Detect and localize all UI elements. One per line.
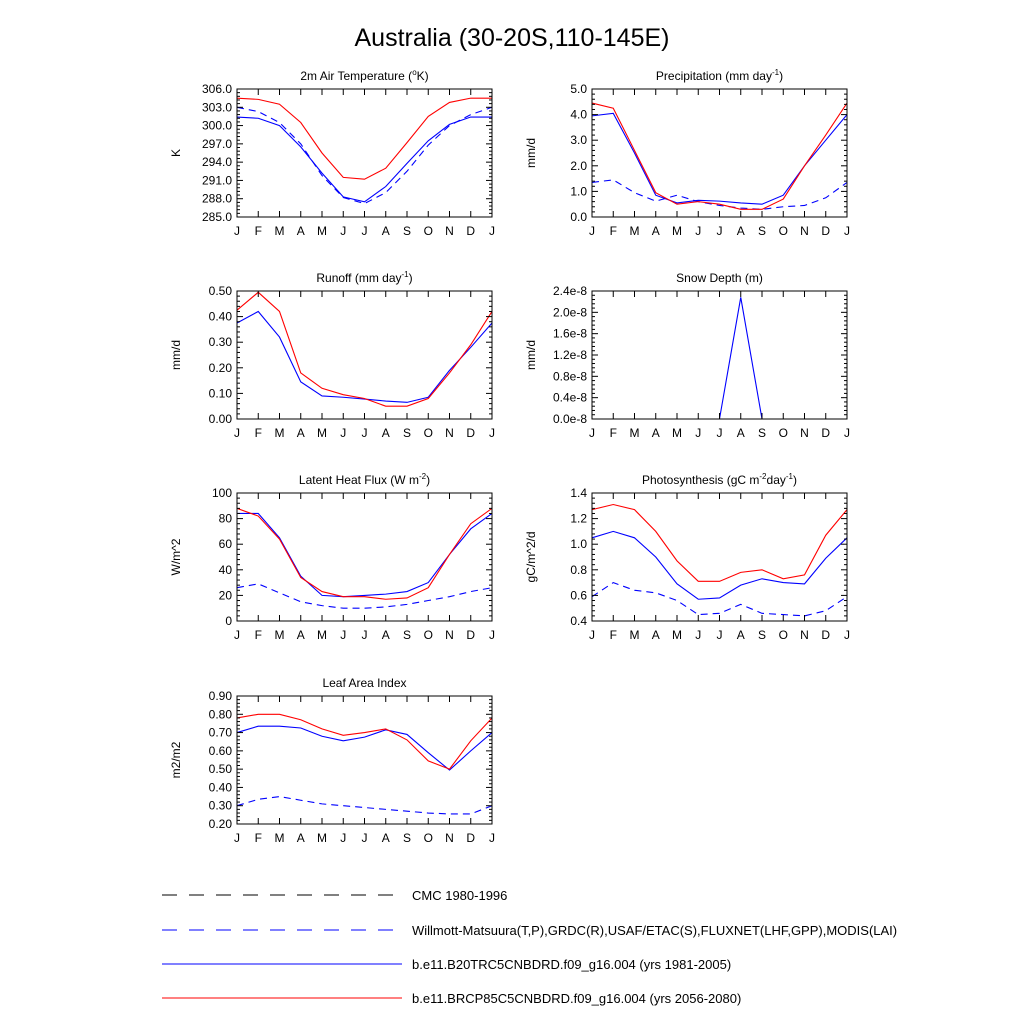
chart-panel — [169, 270, 495, 440]
panel-title — [322, 676, 406, 690]
legend — [162, 888, 897, 1006]
x-tick-label: S — [402, 224, 412, 238]
legend-label: CMC 1980-1996 — [412, 888, 508, 903]
figure-title: Australia (30-20S,110-145E) — [354, 24, 670, 52]
x-tick-label: F — [254, 224, 262, 238]
x-tick-label: J — [844, 628, 850, 642]
x-tick-label: N — [445, 224, 454, 238]
x-tick-label: N — [445, 628, 454, 642]
panel-title-part: Latent Heat Flux (W m — [298, 473, 419, 487]
panel-title-part: -2 — [759, 472, 767, 481]
x-tick-label: O — [778, 628, 788, 642]
panel-title-part: K) — [416, 69, 429, 83]
series-line — [237, 513, 492, 596]
x-tick-label: N — [800, 224, 809, 238]
legend-label: Willmott-Matsuura(T,P),GRDC(R),USAF/ETAC(S),FLUXNET(LHF,GPP),MODIS(LAI) — [412, 923, 898, 938]
series-line — [592, 531, 847, 599]
x-tick-label: O — [423, 628, 433, 642]
x-tick-label: J — [489, 426, 495, 440]
x-tick-label: N — [445, 831, 454, 845]
y-tick-label: 0.90 — [208, 689, 232, 703]
y-tick-label: 100 — [211, 486, 232, 500]
y-tick-label: 0 — [225, 614, 232, 628]
x-tick-label: O — [778, 426, 788, 440]
y-tick-label: 297.0 — [201, 136, 232, 151]
x-tick-label: J — [361, 224, 368, 238]
y-tick-label: 0.70 — [208, 725, 232, 740]
series-line — [237, 292, 492, 406]
series-line — [237, 98, 492, 179]
legend-label: b.e11.BRCP85C5CNBDRD.f09_g16.004 (yrs 2056-2080) — [412, 991, 742, 1006]
x-tick-label: F — [609, 426, 617, 440]
x-tick-label: S — [402, 426, 412, 440]
y-tick-label: 40 — [218, 562, 232, 577]
x-tick-label: M — [629, 426, 640, 440]
y-tick-label: 0.50 — [208, 284, 232, 298]
x-tick-label: S — [402, 831, 412, 845]
x-tick-label: J — [489, 831, 495, 845]
chart-panel — [524, 472, 850, 642]
x-tick-label: M — [672, 224, 682, 238]
x-tick-label: F — [254, 426, 262, 440]
series-line — [237, 508, 492, 599]
x-tick-label: S — [402, 628, 412, 642]
y-tick-label: 0.20 — [208, 817, 232, 831]
series-line — [237, 311, 492, 402]
panel-title-part: ) — [426, 473, 431, 487]
plot-frame — [592, 89, 847, 217]
y-tick-label: 1.2 — [570, 511, 587, 526]
x-tick-label: J — [361, 426, 368, 440]
x-tick-label: J — [695, 224, 702, 238]
x-tick-label: F — [254, 628, 262, 642]
plot-frame — [592, 291, 847, 419]
x-tick-label: A — [736, 426, 745, 440]
x-tick-label: J — [340, 628, 347, 642]
x-tick-label: J — [361, 628, 368, 642]
x-tick-label: J — [716, 426, 723, 440]
x-tick-label: M — [629, 224, 640, 238]
x-tick-label: D — [466, 224, 476, 238]
plot-frame — [237, 89, 492, 217]
x-tick-label: J — [844, 224, 850, 238]
x-tick-label: A — [296, 628, 305, 642]
series-line — [592, 103, 847, 209]
panel-title-part: ) — [779, 69, 784, 83]
y-axis-label: K — [169, 148, 183, 158]
y-tick-label: 303.0 — [201, 100, 232, 115]
chart-panel — [169, 472, 495, 642]
x-tick-label: M — [317, 628, 327, 642]
chart-panel — [524, 68, 850, 238]
y-tick-label: 2.4e-8 — [552, 284, 587, 298]
chart-panel — [169, 676, 495, 845]
x-tick-label: M — [274, 426, 285, 440]
chart-panel — [524, 271, 850, 440]
y-tick-label: 0.0e-8 — [552, 412, 587, 426]
y-tick-label: 1.2e-8 — [552, 348, 587, 362]
y-tick-label: 0.6 — [570, 588, 587, 603]
x-tick-label: A — [736, 224, 745, 238]
x-tick-label: F — [254, 831, 262, 845]
y-tick-label: 0.4e-8 — [552, 390, 587, 405]
plot-frame — [237, 493, 492, 621]
y-tick-label: 80 — [218, 511, 232, 526]
y-tick-label: 1.0 — [570, 184, 587, 199]
plot-frame — [237, 696, 492, 824]
x-tick-label: A — [651, 426, 660, 440]
x-tick-label: J — [361, 831, 368, 845]
x-tick-label: D — [466, 628, 476, 642]
series-line — [592, 505, 847, 582]
panel-title-part: Snow Depth (m) — [676, 271, 763, 285]
x-tick-label: D — [466, 426, 476, 440]
y-tick-label: 0.80 — [208, 707, 232, 722]
y-tick-label: 0.10 — [208, 386, 232, 401]
y-axis-label: W/m^2 — [169, 538, 183, 576]
y-tick-label: 0.00 — [208, 412, 232, 426]
y-tick-label: 0.60 — [208, 743, 232, 758]
y-tick-label: 288.0 — [201, 191, 232, 206]
panel-title — [642, 472, 797, 487]
x-tick-label: S — [757, 224, 767, 238]
y-tick-label: 3.0 — [570, 133, 587, 148]
x-tick-label: J — [340, 831, 347, 845]
x-tick-label: M — [274, 831, 285, 845]
y-tick-label: 0.30 — [208, 798, 232, 813]
x-tick-label: M — [317, 426, 327, 440]
x-tick-label: S — [757, 628, 767, 642]
y-tick-label: 4.0 — [570, 107, 587, 122]
panel-title-part: Photosynthesis (gC m — [642, 473, 760, 487]
x-tick-label: J — [716, 224, 723, 238]
y-tick-label: 306.0 — [201, 82, 232, 96]
x-tick-label: J — [589, 628, 595, 642]
y-tick-label: 0.4 — [570, 614, 587, 628]
panel-title-part: ) — [408, 271, 413, 285]
y-tick-label: 1.4 — [570, 486, 587, 500]
series-line — [237, 107, 492, 203]
series-line — [237, 584, 492, 608]
panel-title-part: -1 — [785, 472, 793, 481]
panel-title-part: Leaf Area Index — [322, 676, 407, 690]
y-axis-label: mm/d — [524, 138, 538, 168]
x-tick-label: O — [423, 426, 433, 440]
x-tick-label: D — [821, 224, 831, 238]
x-tick-label: A — [651, 224, 660, 238]
x-tick-label: A — [296, 224, 305, 238]
panel-title — [300, 68, 428, 83]
plot-frame — [237, 291, 492, 419]
x-tick-label: O — [778, 224, 788, 238]
series-line — [592, 297, 847, 419]
y-axis-label: mm/d — [169, 340, 183, 370]
x-tick-label: J — [234, 224, 240, 238]
y-tick-label: 2.0 — [570, 158, 587, 173]
chart-panels — [169, 68, 850, 845]
x-tick-label: M — [317, 831, 327, 845]
y-tick-label: 60 — [218, 537, 232, 552]
x-tick-label: F — [609, 628, 617, 642]
y-axis-label: m2/m2 — [169, 741, 183, 779]
x-tick-label: N — [445, 426, 454, 440]
x-tick-label: D — [466, 831, 476, 845]
y-tick-label: 2.0e-8 — [552, 305, 587, 320]
y-tick-label: 1.0 — [570, 537, 587, 552]
y-axis-label: mm/d — [524, 340, 538, 370]
y-axis-label: gC/m^2/d — [524, 531, 538, 583]
x-tick-label: J — [234, 831, 240, 845]
panel-title-part: day — [766, 473, 786, 487]
y-tick-label: 0.8 — [570, 562, 587, 577]
x-tick-label: J — [489, 224, 495, 238]
x-tick-label: J — [589, 224, 595, 238]
panel-title — [316, 270, 412, 285]
x-tick-label: J — [340, 426, 347, 440]
x-tick-label: S — [757, 426, 767, 440]
x-tick-label: M — [274, 628, 285, 642]
x-tick-label: F — [609, 224, 617, 238]
y-tick-label: 300.0 — [201, 118, 232, 133]
x-tick-label: A — [736, 628, 745, 642]
x-tick-label: A — [381, 628, 390, 642]
x-tick-label: J — [695, 426, 702, 440]
x-tick-label: J — [489, 628, 495, 642]
x-tick-label: J — [234, 426, 240, 440]
y-tick-label: 0.0 — [570, 210, 587, 224]
series-line — [237, 714, 492, 769]
legend-label: b.e11.B20TRC5CNBDRD.f09_g16.004 (yrs 1981-2005) — [412, 957, 732, 972]
y-tick-label: 20 — [218, 588, 232, 603]
x-tick-label: A — [381, 224, 390, 238]
x-tick-label: N — [800, 426, 809, 440]
x-tick-label: M — [672, 426, 682, 440]
y-tick-label: 0.8e-8 — [552, 369, 587, 384]
y-tick-label: 0.50 — [208, 762, 232, 777]
y-tick-label: 285.0 — [201, 210, 232, 224]
x-tick-label: M — [672, 628, 682, 642]
panel-title-part: -2 — [418, 472, 427, 481]
x-tick-label: D — [821, 628, 831, 642]
x-tick-label: O — [423, 224, 433, 238]
y-tick-label: 294.0 — [201, 155, 232, 170]
panel-title-part: -1 — [771, 68, 780, 77]
panel-title-part: Runoff (mm day — [316, 271, 402, 285]
x-tick-label: A — [296, 426, 305, 440]
x-tick-label: J — [589, 426, 595, 440]
x-tick-label: J — [234, 628, 240, 642]
x-tick-label: J — [844, 426, 850, 440]
x-tick-label: A — [381, 831, 390, 845]
panel-title-part: ) — [793, 473, 797, 487]
x-tick-label: M — [629, 628, 640, 642]
x-tick-label: N — [800, 628, 809, 642]
x-tick-label: M — [317, 224, 327, 238]
y-tick-label: 0.40 — [208, 309, 232, 324]
y-tick-label: 1.6e-8 — [552, 326, 587, 341]
x-tick-label: O — [423, 831, 433, 845]
y-tick-label: 0.40 — [208, 780, 232, 795]
series-line — [592, 180, 847, 209]
x-tick-label: A — [381, 426, 390, 440]
x-tick-label: A — [296, 831, 305, 845]
y-tick-label: 0.30 — [208, 335, 232, 350]
plot-frame — [592, 493, 847, 621]
x-tick-label: M — [274, 224, 285, 238]
x-tick-label: J — [716, 628, 723, 642]
panel-title — [656, 68, 783, 83]
series-line — [592, 583, 847, 616]
series-line — [237, 117, 492, 202]
y-tick-label: 291.0 — [201, 173, 232, 188]
x-tick-label: D — [821, 426, 831, 440]
x-tick-label: J — [695, 628, 702, 642]
y-tick-label: 0.20 — [208, 360, 232, 375]
panel-title-part: o — [412, 68, 417, 77]
series-line — [237, 797, 492, 814]
panel-title-part: -1 — [401, 270, 409, 279]
panel-title — [299, 472, 430, 487]
x-tick-label: A — [651, 628, 660, 642]
chart-panel — [169, 68, 495, 238]
panel-title — [676, 271, 763, 285]
panel-title-part: Precipitation (mm day — [655, 69, 772, 83]
panel-title-part: 2m Air Temperature ( — [300, 69, 413, 83]
x-tick-label: J — [340, 224, 347, 238]
y-tick-label: 5.0 — [570, 82, 587, 96]
